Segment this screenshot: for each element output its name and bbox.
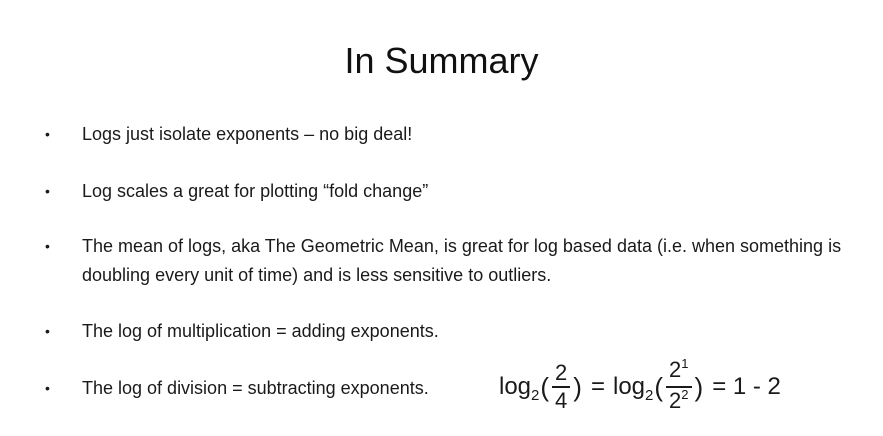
slide-title: In Summary [344,40,539,81]
numerator-exponent: 1 [681,356,689,372]
log-division-formula [499,352,789,422]
bullet-text: The mean of logs, aka The Geometric Mean, is great for log based data (i.e. when something is doubling every unit of time) and is less sensitive to outliers. [82,236,842,285]
numerator: 2 [555,360,568,386]
open-paren: ( [654,371,664,402]
denominator [666,388,691,417]
denominator-exponent: 2 [681,386,689,402]
log-term-1 [499,373,540,404]
bullet-text: The log of division = subtracting exponents. [82,378,429,398]
log-base: 2 [645,387,654,404]
bullet-dot: • [45,380,50,396]
bullet-dot: • [45,126,50,142]
numerator [666,357,691,386]
numerator-base: 2 [669,357,682,383]
bullet-dot: • [45,183,50,199]
bullet-text: Logs just isolate exponents – no big deal! [82,124,413,144]
denominator: 4 [555,387,568,413]
bullet-text: The log of multiplication = adding exponents. [82,321,439,341]
log-term-2 [612,373,654,404]
log-word: log [499,373,532,400]
bullet-dot: • [45,238,50,254]
equals-sign: = [590,373,605,400]
bullet-text: Log scales a great for plotting “fold change” [82,181,429,201]
bullet-dot: • [45,323,50,339]
close-paren: ) [694,371,704,402]
denominator-base: 2 [669,387,682,413]
close-paren: ) [573,371,582,402]
fraction-2 [666,357,691,417]
formula-result: = 1 - 2 [712,373,781,400]
log-base: 2 [531,387,540,404]
fraction-1 [552,360,570,414]
open-paren: ( [540,371,550,402]
log-word: log [612,373,646,400]
